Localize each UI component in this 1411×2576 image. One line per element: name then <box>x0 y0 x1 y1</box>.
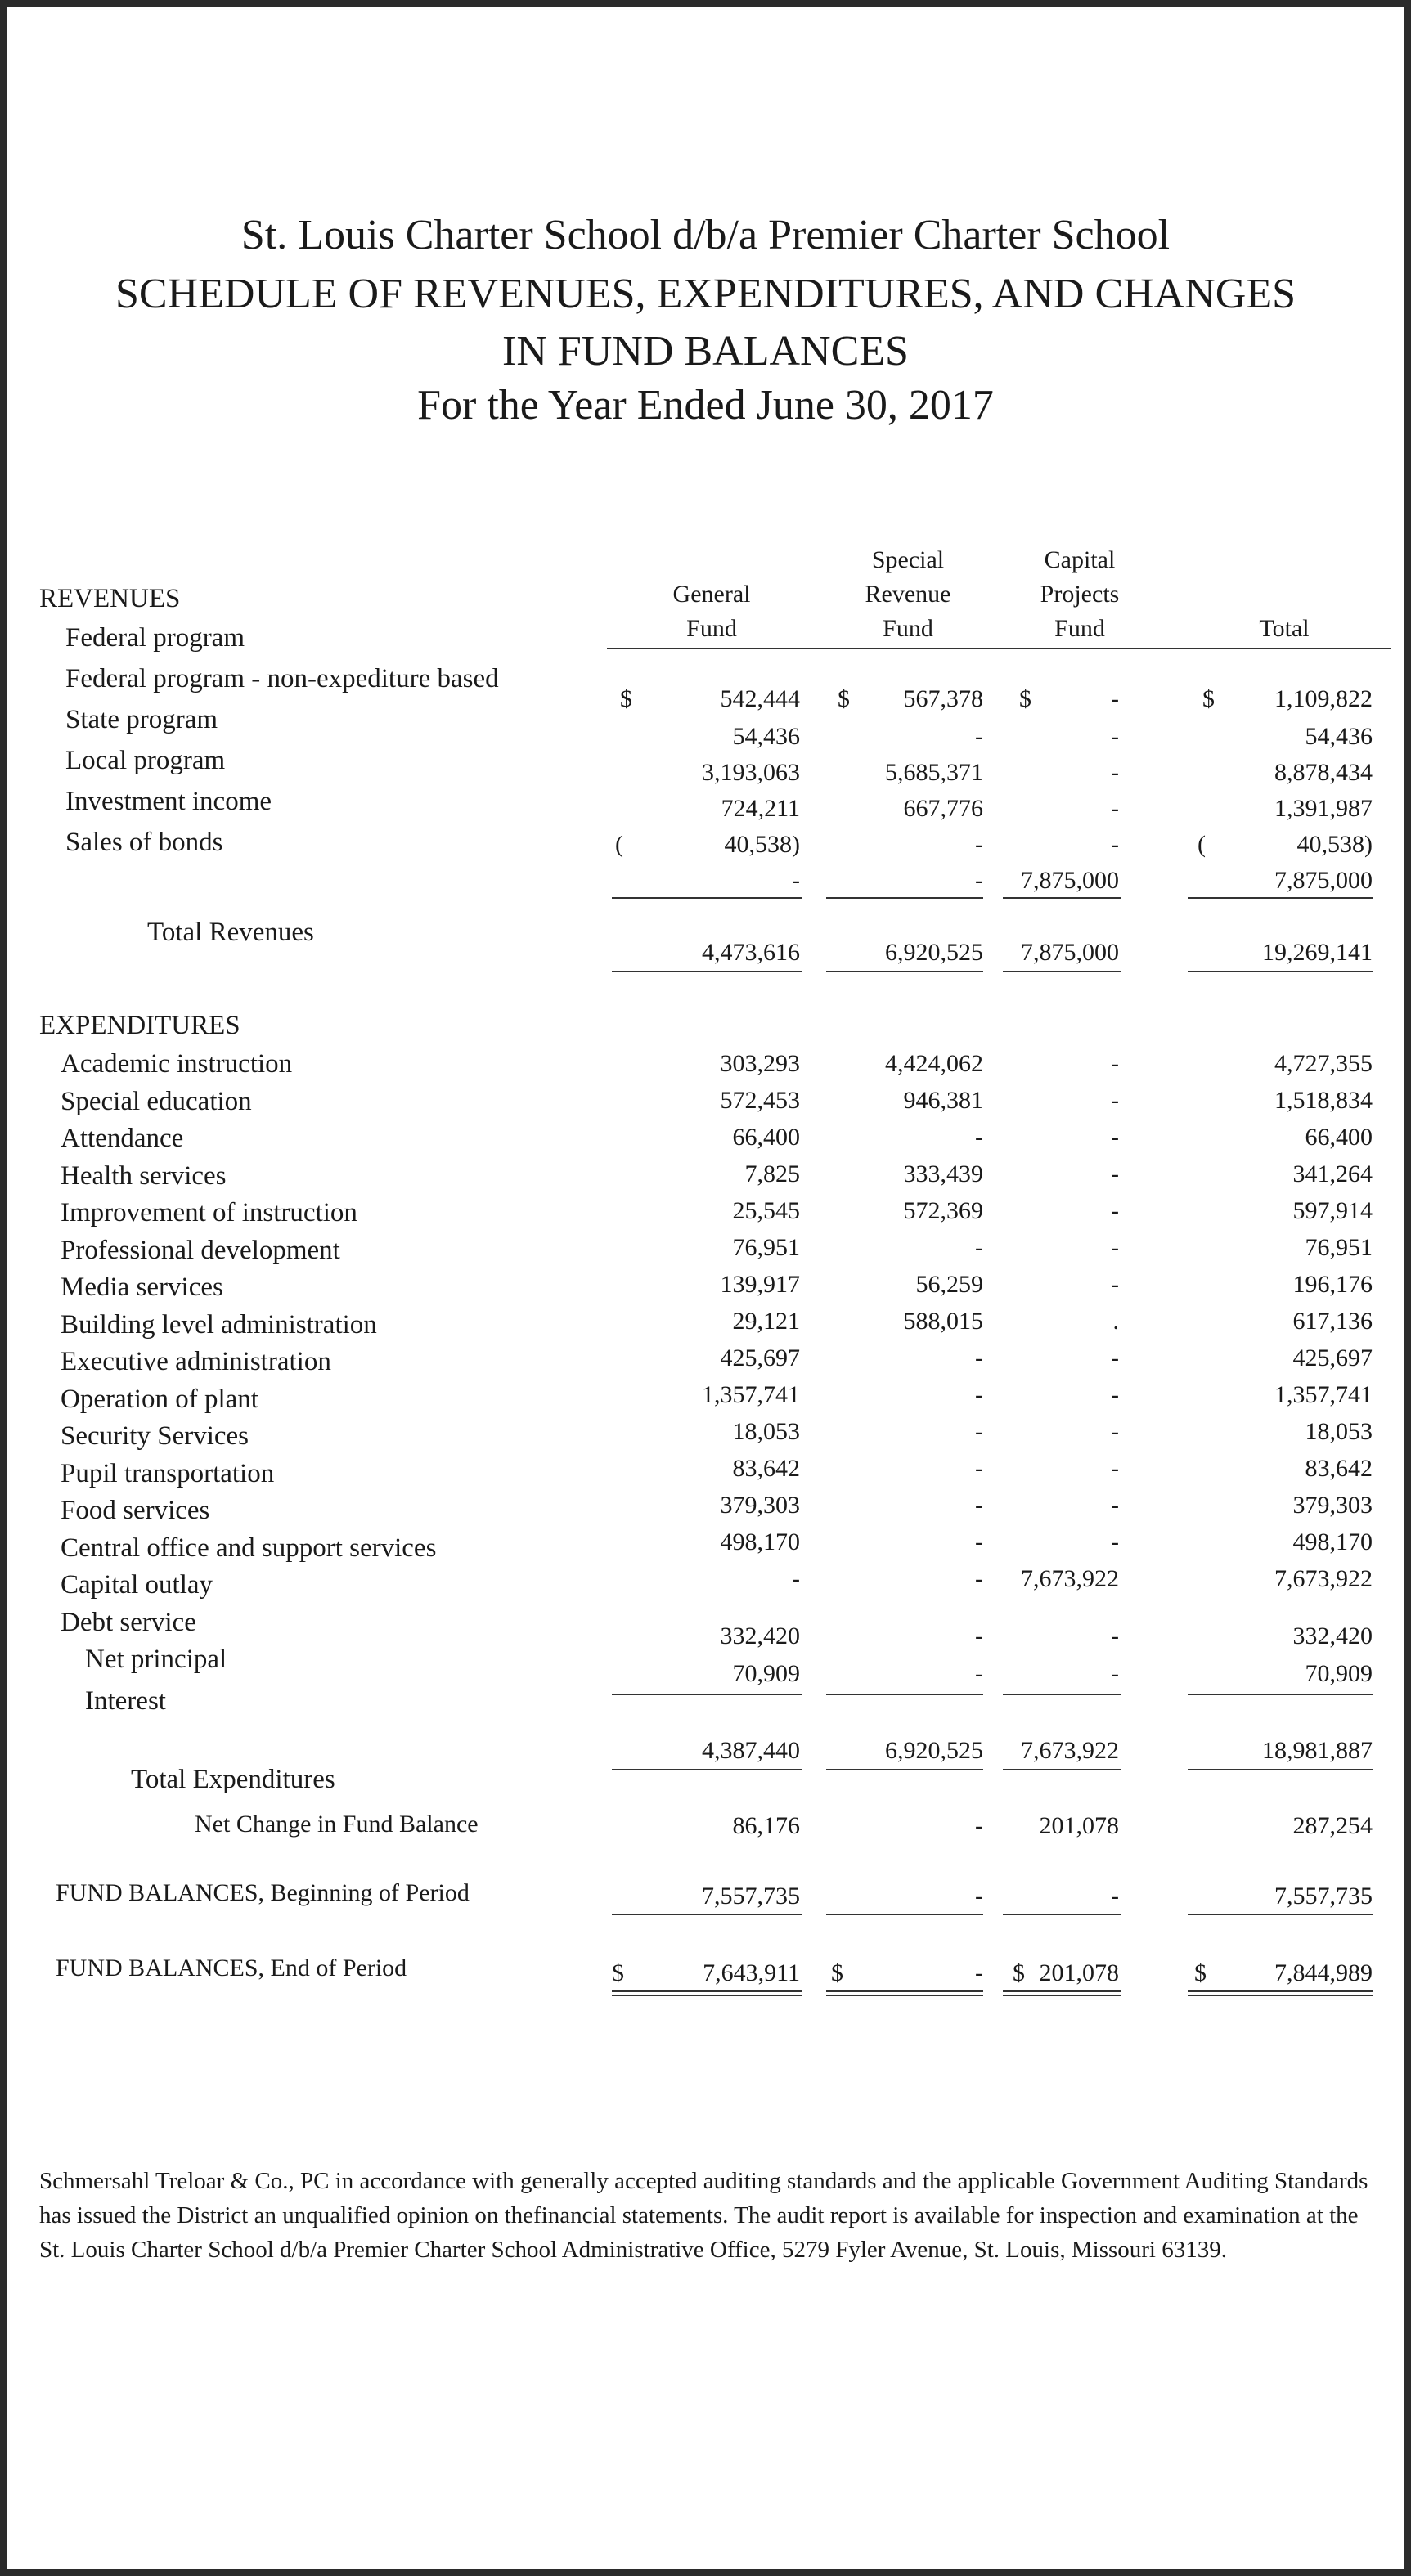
expenditure-label: Special education <box>61 1087 252 1116</box>
total-expenditures-rule-t <box>1188 1769 1373 1770</box>
total-revenues-s: 6,920,525 <box>885 939 983 966</box>
total-expenditures-g: 4,387,440 <box>702 1737 800 1764</box>
net-change-g: 86,176 <box>732 1812 800 1839</box>
expenditure-cell-s: - <box>975 1492 983 1519</box>
header-capital-projects-fund: Capital Projects Fund <box>1040 546 1120 642</box>
revenue-cell-g: 724,211 <box>721 795 800 822</box>
expenditure-cell-c: - <box>1111 1418 1119 1445</box>
expenditure-label: Capital outlay <box>61 1570 213 1600</box>
expenditure-cell-c: - <box>1111 1622 1119 1649</box>
revenue-cell-c: 7,875,000 <box>1021 867 1119 894</box>
expenditures-heading: EXPENDITURES <box>39 1011 240 1040</box>
dollar-sign: $ <box>1202 685 1215 712</box>
ending-balance-s: - <box>975 1959 983 1986</box>
expenditure-label: Executive administration <box>61 1347 331 1376</box>
beginning-balance-label: FUND BALANCES, Beginning of Period <box>56 1879 470 1906</box>
expenditure-label: Media services <box>61 1272 223 1302</box>
beginning-balance-rule-c <box>1003 1914 1121 1915</box>
expenditure-cell-g: 379,303 <box>720 1492 800 1519</box>
expenditure-label: Health services <box>61 1161 227 1191</box>
dollar-sign: $ <box>1019 685 1031 712</box>
total-revenues-rule-g <box>612 971 802 972</box>
expenditure-subtotal-rule-g <box>612 1694 802 1695</box>
header-special-revenue-fund: Special Revenue Fund <box>865 546 951 642</box>
beginning-balance-rule-t <box>1188 1914 1373 1915</box>
revenue-cell-g: 542,444 <box>720 685 800 712</box>
expenditure-label: Interest <box>85 1686 166 1716</box>
revenue-subtotal-rule-t <box>1188 897 1373 899</box>
expenditure-cell-s: - <box>975 1124 983 1151</box>
dollar-sign: $ <box>620 685 632 712</box>
revenue-cell-c: - <box>1111 723 1119 750</box>
expenditure-cell-t: 83,642 <box>1305 1455 1373 1482</box>
ending-balance-label: FUND BALANCES, End of Period <box>56 1954 407 1981</box>
expenditure-cell-g: 66,400 <box>732 1124 800 1151</box>
ending-balance-c: 201,078 <box>1039 1959 1119 1986</box>
revenue-label: Federal program <box>65 623 245 653</box>
total-expenditures-rule-c <box>1003 1769 1121 1770</box>
beginning-balance-t: 7,557,735 <box>1274 1883 1373 1910</box>
total-expenditures-s: 6,920,525 <box>885 1737 983 1764</box>
dollar-sign: $ <box>1194 1959 1207 1986</box>
dollar-sign: $ <box>612 1959 624 1986</box>
total-revenues-label: Total Revenues <box>147 918 314 947</box>
revenue-cell-s: 567,378 <box>903 685 983 712</box>
expenditure-label: Central office and support services <box>61 1533 437 1563</box>
net-change-label: Net Change in Fund Balance <box>195 1811 479 1838</box>
revenue-cell-t: 54,436 <box>1305 723 1373 750</box>
schedule-title: SCHEDULE OF REVENUES, EXPENDITURES, AND CHANGES <box>115 271 1296 317</box>
expenditure-cell-c: - <box>1111 1344 1119 1371</box>
expenditure-cell-s: 572,369 <box>903 1197 983 1224</box>
total-revenues-g: 4,473,616 <box>702 939 800 966</box>
beginning-balance-rule-s <box>826 1914 983 1915</box>
total-revenues-rule-c <box>1003 971 1121 972</box>
expenditure-cell-t: 66,400 <box>1305 1124 1373 1151</box>
expenditure-cell-t: 617,136 <box>1292 1308 1373 1335</box>
expenditure-cell-t: 332,420 <box>1292 1622 1373 1649</box>
expenditure-label: Food services <box>61 1496 210 1525</box>
revenue-cell-t: 1,391,987 <box>1274 795 1373 822</box>
ending-balance-t: 7,844,989 <box>1274 1959 1373 1986</box>
ending-balance-double-rule-c <box>1003 1990 1121 1996</box>
expenditure-cell-s: - <box>975 1455 983 1482</box>
expenditure-cell-s: - <box>975 1528 983 1555</box>
expenditure-cell-g: 425,697 <box>720 1344 800 1371</box>
total-expenditures-t: 18,981,887 <box>1262 1737 1373 1764</box>
open-paren: ( <box>615 831 623 858</box>
expenditure-cell-g: 76,951 <box>732 1234 800 1261</box>
expenditure-cell-s: - <box>975 1660 983 1687</box>
expenditure-cell-s: - <box>975 1565 983 1592</box>
revenue-cell-t: 40,538) <box>1296 831 1373 858</box>
revenue-cell-c: - <box>1111 831 1119 858</box>
total-revenues-t: 19,269,141 <box>1262 939 1373 966</box>
revenue-cell-g: 40,538) <box>724 831 800 858</box>
revenue-label: Local program <box>65 746 226 775</box>
revenue-label: Federal program - non-expediture based <box>65 664 499 693</box>
total-expenditures-label: Total Expenditures <box>131 1765 335 1794</box>
period-title: For the Year Ended June 30, 2017 <box>417 382 994 429</box>
beginning-balance-c: - <box>1111 1883 1119 1910</box>
revenue-subtotal-rule-g <box>612 897 802 899</box>
expenditure-cell-c: - <box>1111 1197 1119 1224</box>
revenue-cell-t: 7,875,000 <box>1274 867 1373 894</box>
expenditure-cell-g: 572,453 <box>720 1087 800 1114</box>
revenue-label: Sales of bonds <box>65 828 223 857</box>
net-change-c: 201,078 <box>1039 1812 1119 1839</box>
total-revenues-c: 7,875,000 <box>1021 939 1119 966</box>
expenditure-cell-s: - <box>975 1234 983 1261</box>
expenditure-cell-s: - <box>975 1418 983 1445</box>
expenditure-cell-t: 1,357,741 <box>1274 1381 1373 1408</box>
expenditure-cell-s: 56,259 <box>915 1271 983 1298</box>
expenditure-cell-t: 70,909 <box>1305 1660 1373 1687</box>
expenditure-label: Net principal <box>85 1645 227 1674</box>
expenditure-label: Security Services <box>61 1421 249 1451</box>
header-general-fund: General Fund <box>672 581 751 642</box>
expenditure-cell-s: 588,015 <box>903 1308 983 1335</box>
revenues-heading: REVENUES <box>39 584 181 613</box>
revenue-cell-g: 54,436 <box>732 723 800 750</box>
expenditure-cell-g: 332,420 <box>720 1622 800 1649</box>
expenditure-label: Debt service <box>61 1608 196 1637</box>
expenditure-cell-t: 4,727,355 <box>1274 1050 1373 1077</box>
total-expenditures-rule-s <box>826 1769 983 1770</box>
expenditure-cell-g: 29,121 <box>732 1308 800 1335</box>
expenditure-cell-s: 333,439 <box>903 1160 983 1187</box>
revenue-cell-c: - <box>1111 759 1119 786</box>
audit-footnote: Schmersahl Treloar & Co., PC in accordance with generally accepted auditing standards and the applicable Government Auditing Standards has issued the District an unqualified opinion on thefinancial statements. The audit report is available for inspection and examination at the St. Louis Charter School d/b/a Premier Charter School Administrative Office, 5279 Fyler Avenue, St. Louis, Missouri 63139. <box>39 2168 1368 2263</box>
dollar-sign: $ <box>831 1959 843 1986</box>
expenditure-cell-g: 7,825 <box>744 1160 800 1187</box>
open-paren: ( <box>1198 831 1206 858</box>
dollar-sign: $ <box>838 685 850 712</box>
expenditure-cell-c: - <box>1111 1381 1119 1408</box>
expenditure-cell-g: - <box>792 1565 800 1592</box>
expenditure-cell-s: - <box>975 1344 983 1371</box>
expenditure-cell-g: 18,053 <box>732 1418 800 1445</box>
school-name: St. Louis Charter School d/b/a Premier Charter School <box>240 212 1171 258</box>
expenditure-cell-g: 303,293 <box>720 1050 800 1077</box>
ending-balance-double-rule-s <box>826 1990 983 1996</box>
ending-balance-double-rule-g <box>612 1990 802 1996</box>
expenditure-subtotal-rule-t <box>1188 1694 1373 1695</box>
revenue-cell-s: - <box>975 831 983 858</box>
ending-balance-g: 7,643,911 <box>703 1959 800 1986</box>
expenditure-cell-c: - <box>1111 1160 1119 1187</box>
expenditure-cell-g: 498,170 <box>720 1528 800 1555</box>
total-expenditures-rule-g <box>612 1769 802 1770</box>
revenue-cell-s: 667,776 <box>903 795 983 822</box>
revenue-cell-s: - <box>975 723 983 750</box>
expenditure-label: Pupil transportation <box>61 1459 275 1488</box>
expenditure-subtotal-rule-s <box>826 1694 983 1695</box>
expenditure-label: Attendance <box>61 1124 184 1153</box>
expenditure-cell-s: 4,424,062 <box>885 1050 983 1077</box>
revenue-cell-g: - <box>792 867 800 894</box>
beginning-balance-rule-g <box>612 1914 802 1915</box>
expenditure-cell-g: 139,917 <box>720 1271 800 1298</box>
revenue-cell-s: 5,685,371 <box>885 759 983 786</box>
expenditure-label: Improvement of instruction <box>61 1198 357 1227</box>
expenditure-cell-g: 70,909 <box>732 1660 800 1687</box>
net-change-t: 287,254 <box>1292 1812 1373 1839</box>
expenditure-cell-t: 7,673,922 <box>1274 1565 1373 1592</box>
header-rule <box>607 648 1391 649</box>
total-revenues-rule-s <box>826 971 983 972</box>
revenue-cell-c: - <box>1111 795 1119 822</box>
revenue-cell-t: 1,109,822 <box>1274 685 1373 712</box>
beginning-balance-s: - <box>975 1883 983 1910</box>
expenditure-cell-g: 1,357,741 <box>702 1381 800 1408</box>
expenditure-cell-c: - <box>1111 1234 1119 1261</box>
expenditure-cell-t: 425,697 <box>1292 1344 1373 1371</box>
expenditure-cell-g: 83,642 <box>732 1455 800 1482</box>
expenditure-cell-c: - <box>1111 1455 1119 1482</box>
revenue-cell-s: - <box>975 867 983 894</box>
expenditure-cell-c: - <box>1111 1087 1119 1114</box>
ending-balance-double-rule-t <box>1188 1990 1373 1996</box>
schedule-title-2: IN FUND BALANCES <box>502 328 909 375</box>
revenue-label: Investment income <box>65 787 272 816</box>
revenue-cell-c: - <box>1111 685 1119 712</box>
expenditure-cell-t: 18,053 <box>1305 1418 1373 1445</box>
expenditure-cell-s: - <box>975 1622 983 1649</box>
beginning-balance-g: 7,557,735 <box>702 1883 800 1910</box>
expenditure-cell-t: 379,303 <box>1292 1492 1373 1519</box>
expenditure-cell-s: 946,381 <box>903 1087 983 1114</box>
revenue-label: State program <box>65 705 218 734</box>
total-revenues-rule-t <box>1188 971 1373 972</box>
expenditure-cell-g: 25,545 <box>732 1197 800 1224</box>
expenditure-cell-c: - <box>1111 1492 1119 1519</box>
expenditure-cell-t: 498,170 <box>1292 1528 1373 1555</box>
expenditure-cell-t: 341,264 <box>1292 1160 1373 1187</box>
dollar-sign: $ <box>1013 1959 1025 1986</box>
expenditure-cell-t: 76,951 <box>1305 1234 1373 1261</box>
expenditure-cell-c: - <box>1111 1660 1119 1687</box>
expenditure-cell-c: - <box>1111 1271 1119 1298</box>
revenue-subtotal-rule-s <box>826 897 983 899</box>
expenditure-label: Professional development <box>61 1236 340 1265</box>
header-total: Total <box>1259 615 1310 642</box>
expenditure-cell-c: 7,673,922 <box>1021 1565 1119 1592</box>
expenditure-label: Building level administration <box>61 1310 377 1340</box>
revenue-subtotal-rule-c <box>1003 897 1121 899</box>
expenditure-cell-c: . <box>1112 1308 1119 1335</box>
expenditure-cell-t: 196,176 <box>1292 1271 1373 1298</box>
revenue-cell-g: 3,193,063 <box>702 759 800 786</box>
expenditure-cell-c: - <box>1111 1528 1119 1555</box>
expenditure-label: Academic instruction <box>61 1049 293 1079</box>
expenditure-cell-c: - <box>1111 1050 1119 1077</box>
expenditure-cell-s: - <box>975 1381 983 1408</box>
net-change-s: - <box>975 1812 983 1839</box>
expenditure-subtotal-rule-c <box>1003 1694 1121 1695</box>
expenditure-cell-t: 597,914 <box>1292 1197 1373 1224</box>
total-expenditures-c: 7,673,922 <box>1021 1737 1119 1764</box>
revenue-cell-t: 8,878,434 <box>1274 759 1373 786</box>
expenditure-cell-c: - <box>1111 1124 1119 1151</box>
expenditure-label: Operation of plant <box>61 1384 258 1414</box>
expenditure-cell-t: 1,518,834 <box>1274 1087 1373 1114</box>
